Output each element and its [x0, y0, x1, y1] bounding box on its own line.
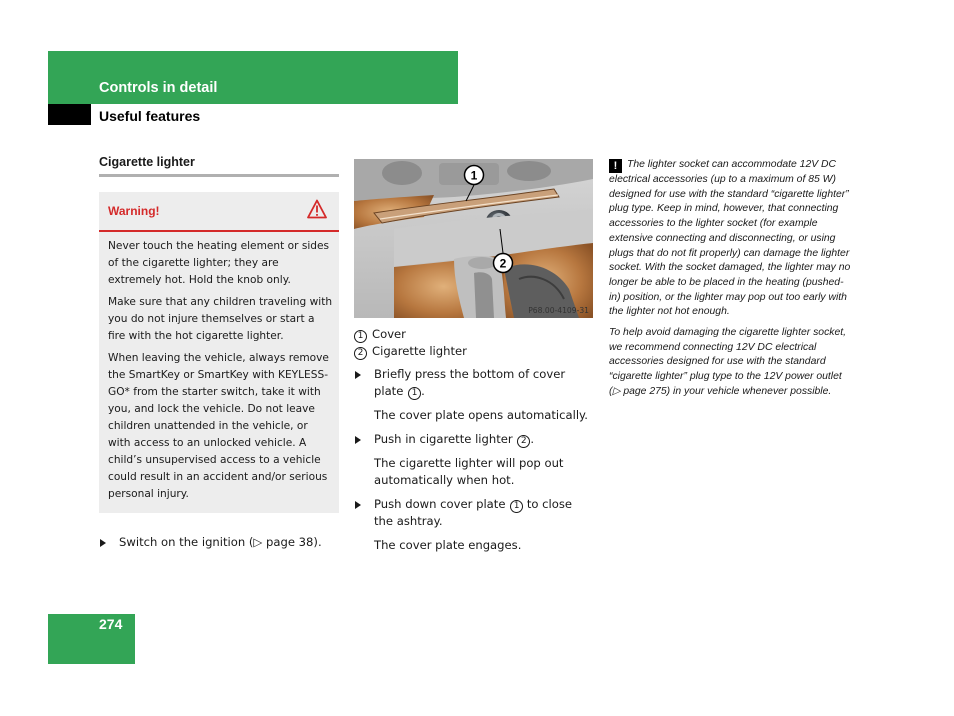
figure-code: P68.00-4109-31 — [528, 306, 589, 315]
legend-number: 1 — [354, 330, 367, 343]
instruction-step — [99, 534, 339, 551]
warning-paragraph: Never touch the heating element or sides of the cigarette lighter; they are extremely hot. Hold the knob only. — [108, 240, 330, 286]
warning-label: Warning! — [108, 204, 160, 218]
bullet-triangle-icon — [355, 501, 361, 509]
warning-box — [99, 192, 339, 513]
step-text-end: to close the ashtray. — [374, 497, 573, 528]
step-text: Switch on the ignition (▷ page 38). — [119, 535, 322, 549]
warning-header — [99, 192, 339, 232]
step-text-end: . — [421, 384, 425, 398]
warning-triangle-icon — [307, 199, 327, 223]
header-bar — [48, 51, 458, 104]
bullet-triangle-icon — [355, 436, 361, 444]
reference-number: 2 — [517, 435, 530, 448]
tip-paragraph: To help avoid damaging the cigarette lighter socket, we recommend connecting 12V DC electrical accessories designed for use with the standard “cigarette lighter” plug type to the 12V power outlet (▷ page 275) in your vehicle whenever possible. — [609, 327, 847, 397]
instruction-step — [354, 431, 594, 448]
column-left — [99, 155, 339, 551]
instruction-step — [354, 496, 594, 530]
warning-body — [99, 232, 339, 513]
notice-exclamation-icon: ! — [609, 159, 622, 173]
step-text: Briefly press the bottom of cover plate — [374, 367, 566, 398]
reference-number: 1 — [510, 500, 523, 513]
step-text-end: . — [530, 432, 535, 446]
section-tab-marker — [48, 104, 91, 125]
legend-number: 2 — [354, 347, 367, 360]
step-result: The cigarette lighter will pop out automatically when hot. — [374, 456, 564, 487]
reference-number: 1 — [408, 387, 421, 400]
step-result: The cover plate engages. — [374, 538, 522, 552]
step-text: Push down cover plate — [374, 497, 510, 511]
lighter-photo — [354, 159, 593, 318]
bullet-triangle-icon — [100, 539, 106, 547]
topic-heading: Cigarette lighter — [99, 155, 339, 177]
legend-item — [354, 326, 594, 343]
console-illustration — [354, 159, 593, 318]
instruction-step — [354, 366, 594, 400]
legend-item — [354, 343, 594, 360]
bullet-triangle-icon — [355, 371, 361, 379]
legend-label: Cigarette lighter — [372, 344, 467, 358]
page-number: 274 — [99, 616, 123, 632]
callout-1-label: 1 — [470, 168, 478, 183]
notice-text: The lighter socket can accommodate 12V DC electrical accessories (up to a maximum of 85 W) designed for use with the standard “cigarette lighter” plug type. Keep in mind, however, that connecting accessories to the lighter socket (for example extensive connecting and disconnecting, or using plugs that do not fit properly) can damage the lighter socket. With the socket damaged, the lighter may no longer be able to be placed in the heating (pushed-in) position, or the lighter may pop out too early with the lighter not hot enough. — [609, 159, 851, 318]
column-right — [609, 158, 851, 400]
warning-paragraph: Make sure that any children traveling with you do not injure themselves or start a fire with the hot cigarette lighter. — [108, 296, 333, 342]
callout-2-label: 2 — [499, 256, 507, 271]
step-result: The cover plate opens automatically. — [374, 408, 588, 422]
step-text: Push in cigarette lighter — [374, 432, 517, 446]
chapter-title: Controls in detail — [99, 80, 218, 96]
column-middle — [354, 326, 594, 554]
warning-paragraph: When leaving the vehicle, always remove the SmartKey or SmartKey with KEYLESS-GO* from the starter switch, take it with you, and lock the vehicle. Do not leave children unattended in the vehicle, or with access to an unlocked vehicle. A child’s unsupervised access to a vehicle could result in an accident and/or serious personal injury. — [108, 352, 329, 500]
section-title: Useful features — [99, 108, 201, 124]
notice-paragraph — [609, 158, 851, 320]
legend-label: Cover — [372, 327, 406, 341]
